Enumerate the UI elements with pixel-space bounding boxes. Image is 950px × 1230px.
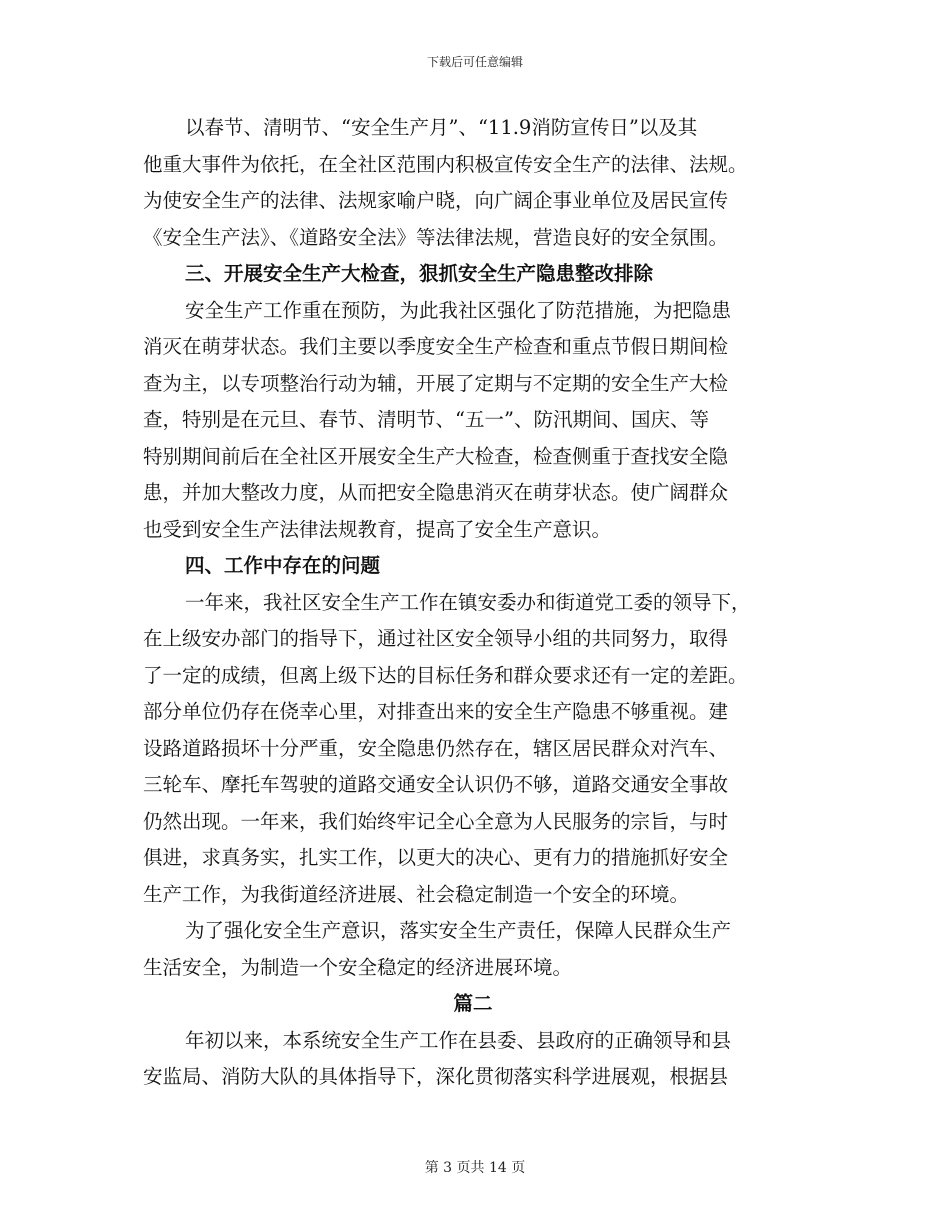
paragraph-line: 以春节、清明节、“安全生产月”、“11.9消防宣传日”以及其 [185,116,698,139]
page-number: 第 3 页共 14 页 [424,1160,526,1176]
section-heading: 四、工作中存在的问题 [185,554,381,577]
paragraph-line: 为了强化安全生产意识，落实安全生产责任，保障人民群众生产 [185,919,732,942]
paragraph-line: 年初以来，本系统安全生产工作在县委、县政府的正确领导和县 [185,1028,732,1052]
paragraph-line: 患，并加大整改力度，从而把安全隐患消灭在萌芽状态。使广阔群众 [143,481,729,504]
paragraph-line: 设路道路损坏十分严重，安全隐患仍然存在，辖区居民群众对汽车、 [143,736,729,760]
section-heading: 三、开展安全生产大检查，狠抓安全生产隐患整改排除 [185,262,654,285]
paragraph-line: 他重大事件为依托，在全社区范围内积极宣传安全生产的法律、法规。 [143,152,748,176]
paragraph-line: 安监局、消防大队的具体指导下，深化贯彻落实科学进展观，根据县 [143,1065,729,1088]
paragraph-line: 仍然出现。一年来，我们始终牢记全心全意为人民服务的宗旨，与时 [143,809,729,833]
paragraph-line: 特别期间前后在全社区开展安全生产大检查，检查侧重于查找安全隐 [143,444,729,468]
paragraph-line: 部分单位仍存在侥幸心里，对排查出来的安全生产隐患不够重视。建 [143,700,729,723]
paragraph-line: 也受到安全生产法律法规教育，提高了安全生产意识。 [143,517,612,541]
part-title: 篇二 [453,992,493,1015]
paragraph-line: 一年来，我社区安全生产工作在镇安委办和街道党工委的领导下， [185,590,751,614]
paragraph-line: 消灭在萌芽状态。我们主要以季度安全生产检查和重点节假日期间检 [143,335,729,358]
paragraph-line: 为使安全生产的法律、法规家喻户晓，向广阔企事业单位及居民宣传 [143,189,729,212]
paragraph-line: 生产工作，为我街道经济进展、社会稳定制造一个安全的环境。 [143,882,690,906]
paragraph-line: 了一定的成绩，但离上级下达的目标任务和群众要求还有一定的差距。 [143,663,748,687]
document-body [143,110,803,1096]
paragraph-line: 《安全生产法》、《道路安全法》等法律法规，营造良好的安全氛围。 [143,225,729,249]
paragraph-line: 三轮车、摩托车驾驶的道路交通安全认识仍不够，道路交通安全事故 [143,773,729,796]
paragraph-line: 查，特别是在元旦、春节、清明节、“五一”、防汛期间、国庆、等 [143,408,709,431]
paragraph-line: 安全生产工作重在预防，为此我社区强化了防范措施，为把隐患 [185,298,732,322]
paragraph-line: 俱进，求真务实，扎实工作，以更大的决心、更有力的措施抓好安全 [143,846,729,869]
paragraph-line: 查为主，以专项整治行动为辅，开展了定期与不定期的安全生产大检 [143,371,729,395]
paragraph-line: 在上级安办部门的指导下，通过社区安全领导小组的共同努力，取得 [143,627,729,650]
page-header-note: 下载后可任意编辑 [426,55,523,69]
paragraph-line: 生活安全，为制造一个安全稳定的经济进展环境。 [143,955,573,979]
